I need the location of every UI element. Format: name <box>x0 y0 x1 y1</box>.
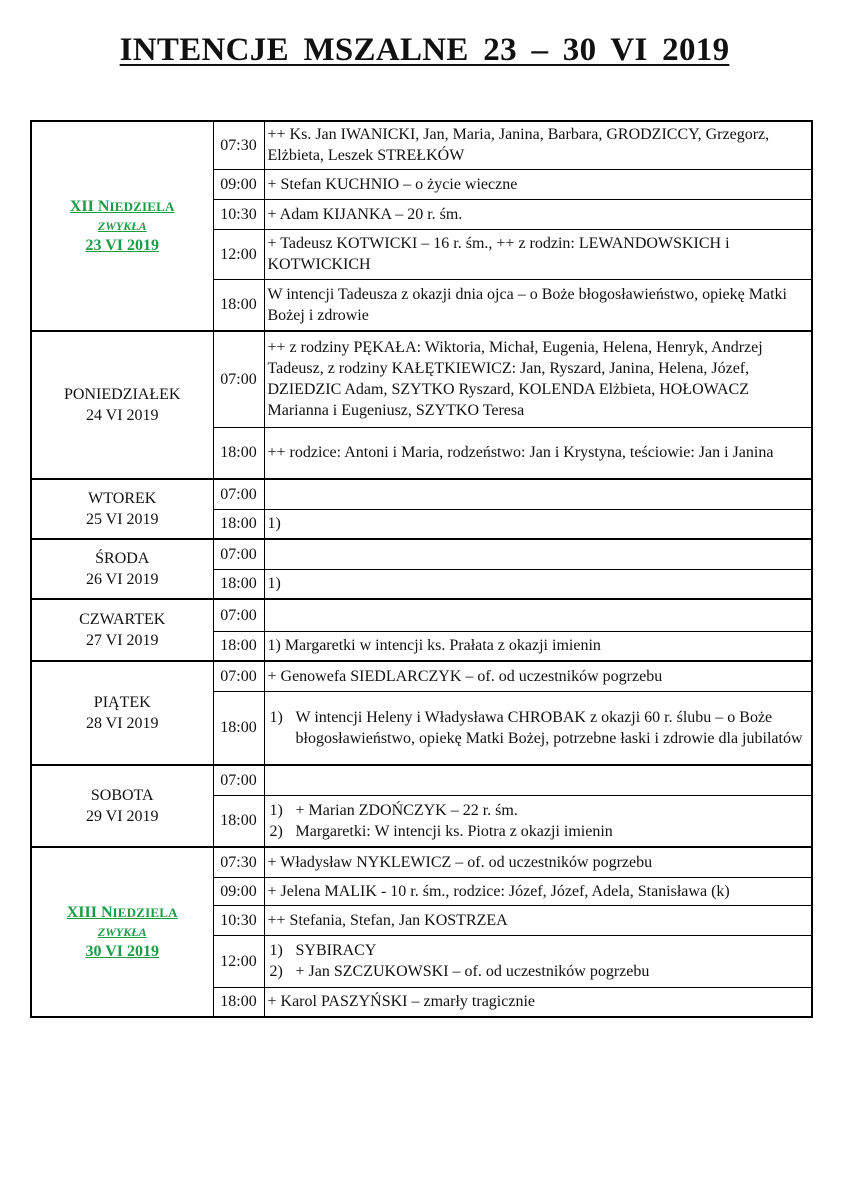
mass-time: 12:00 <box>213 935 264 987</box>
mass-intention: ++ Stefania, Stefan, Jan KOSTRZEA <box>264 905 812 935</box>
day-cell <box>31 765 213 847</box>
mass-intention <box>264 599 812 631</box>
mass-time: 07:30 <box>213 847 264 877</box>
day-cell <box>31 539 213 599</box>
list-text: + Marian ZDOŃCZYK – 22 r. śm. <box>295 801 518 819</box>
intention-list-item <box>268 940 809 961</box>
sunday-subtitle: ZWYKŁA <box>97 925 147 939</box>
day-name: PIĄTEK <box>93 694 151 711</box>
mass-time: 07:00 <box>213 539 264 569</box>
day-cell <box>31 661 213 765</box>
list-text: Margaretki: W intencji ks. Piotra z okazji imienin <box>295 822 613 840</box>
mass-time: 07:30 <box>213 121 264 169</box>
mass-time: 18:00 <box>213 691 264 765</box>
mass-intention: + Adam KIJANKA – 20 r. śm. <box>264 199 812 229</box>
list-text: + Jan SZCZUKOWSKI – of. od uczestników pogrzebu <box>295 963 650 980</box>
mass-time: 18:00 <box>213 569 264 599</box>
list-number: 2) <box>269 822 283 840</box>
day-cell <box>31 599 213 661</box>
intention-list-item <box>268 707 809 749</box>
mass-row <box>31 661 812 691</box>
mass-intention: 1) Margaretki w intencji ks. Prałata z okazji imienin <box>264 631 812 661</box>
intention-list-item <box>268 821 809 842</box>
mass-intention: ++ z rodziny PĘKAŁA: Wiktoria, Michał, Eugenia, Helena, Henryk, Andrzej Tadeusz, z rodziny KAŁĘTKIEWICZ: Jan, Ryszard, Janina, Helena, Józef, DZIEDZIC Adam, SZYTKO Ryszard, KOLENDA Elżbieta, HOŁOWACZ Marianna i Eugeniusz, SZYTKO Teresa <box>264 331 812 427</box>
day-name: ŚRODA <box>95 550 150 567</box>
list-number: 1) <box>269 708 283 726</box>
sunday-name <box>67 904 178 921</box>
mass-intention: ++ rodzice: Antoni i Maria, rodzeństwo: Jan i Krystyna, teściowie: Jan i Janina <box>264 427 812 479</box>
sunday-name-first: XIII N <box>66 904 113 921</box>
day-date: 29 VI 2019 <box>85 808 159 825</box>
day-name: PONIEDZIAŁEK <box>64 386 181 403</box>
day-date: 24 VI 2019 <box>85 407 159 424</box>
day-cell <box>31 331 213 479</box>
mass-time: 07:00 <box>213 599 264 631</box>
list-number: 1) <box>269 801 283 819</box>
list-number: 1) <box>269 942 283 959</box>
mass-intention: + Karol PASZYŃSKI – zmarły tragicznie <box>264 987 812 1017</box>
mass-time: 18:00 <box>213 987 264 1017</box>
mass-intention: + Tadeusz KOTWICKI – 16 r. śm., ++ z rodzin: LEWANDOWSKICH i KOTWICKICH <box>264 229 812 279</box>
day-date: 26 VI 2019 <box>85 571 159 588</box>
sunday-subtitle: ZWYKŁA <box>97 219 147 233</box>
mass-time: 07:00 <box>213 479 264 509</box>
mass-intention: ++ Ks. Jan IWANICKI, Jan, Maria, Janina, Barbara, GRODZICCY, Grzegorz, Elżbieta, Leszek STREŁKÓW <box>264 121 812 169</box>
sunday-name <box>70 198 175 215</box>
mass-intention: + Stefan KUCHNIO – o życie wieczne <box>264 169 812 199</box>
mass-time: 12:00 <box>213 229 264 279</box>
sunday-label <box>36 196 209 256</box>
day-date: 28 VI 2019 <box>85 715 159 732</box>
list-text: W intencji Heleny i Władysława CHROBAK z okazji 60 r. ślubu – o Boże błogosławieństwo, opiekę Matki Bożej, potrzebne łaski i zdrowie dla jubilatów <box>295 708 803 747</box>
mass-time: 07:00 <box>213 765 264 795</box>
mass-time: 09:00 <box>213 169 264 199</box>
sunday-name-rest: IEDZIELA <box>109 199 175 214</box>
mass-intention: + Jelena MALIK - 10 r. śm., rodzice: Józef, Józef, Adela, Stanisława (k) <box>264 877 812 905</box>
day-cell <box>31 479 213 539</box>
mass-intention <box>264 935 812 987</box>
intention-list-item <box>268 800 809 821</box>
sunday-name-first: XII N <box>69 198 110 215</box>
mass-row <box>31 479 812 509</box>
day-name: WTOREK <box>88 490 157 507</box>
day-date: 30 VI 2019 <box>85 943 159 960</box>
mass-intention: + Genowefa SIEDLARCZYK – of. od uczestników pogrzebu <box>264 661 812 691</box>
mass-time: 18:00 <box>213 509 264 539</box>
mass-row <box>31 121 812 169</box>
mass-time: 18:00 <box>213 631 264 661</box>
mass-intention <box>264 765 812 795</box>
mass-intention <box>264 479 812 509</box>
mass-time: 10:30 <box>213 905 264 935</box>
mass-intention: 1) <box>264 509 812 539</box>
mass-schedule-table <box>30 120 813 1018</box>
mass-intention <box>264 539 812 569</box>
mass-row <box>31 599 812 631</box>
mass-row <box>31 765 812 795</box>
list-text: SYBIRACY <box>295 942 377 959</box>
intention-list-item <box>268 961 809 982</box>
mass-time: 09:00 <box>213 877 264 905</box>
day-cell <box>31 121 213 331</box>
day-cell <box>31 847 213 1017</box>
list-number: 2) <box>269 963 283 980</box>
mass-intention <box>264 795 812 847</box>
mass-time: 10:30 <box>213 199 264 229</box>
mass-time: 07:00 <box>213 661 264 691</box>
mass-row <box>31 331 812 427</box>
page-title: INTENCJE MSZALNE 23 – 30 VI 2019 <box>119 32 730 68</box>
mass-time: 18:00 <box>213 795 264 847</box>
mass-intention: 1) <box>264 569 812 599</box>
mass-row <box>31 539 812 569</box>
mass-time: 18:00 <box>213 279 264 331</box>
day-date: 25 VI 2019 <box>85 511 159 528</box>
mass-row <box>31 847 812 877</box>
day-name: CZWARTEK <box>79 611 166 628</box>
mass-time: 07:00 <box>213 331 264 427</box>
mass-intention <box>264 691 812 765</box>
day-name: SOBOTA <box>90 787 154 804</box>
mass-intention: W intencji Tadeusza z okazji dnia ojca – o Boże błogosławieństwo, opiekę Matki Bożej i zdrowie <box>264 279 812 331</box>
mass-intention: + Władysław NYKLEWICZ – of. od uczestników pogrzebu <box>264 847 812 877</box>
mass-time: 18:00 <box>213 427 264 479</box>
sunday-name-rest: IEDZIELA <box>112 905 178 920</box>
day-date: 23 VI 2019 <box>85 237 159 254</box>
day-date: 27 VI 2019 <box>85 632 159 649</box>
sunday-label <box>36 902 209 962</box>
